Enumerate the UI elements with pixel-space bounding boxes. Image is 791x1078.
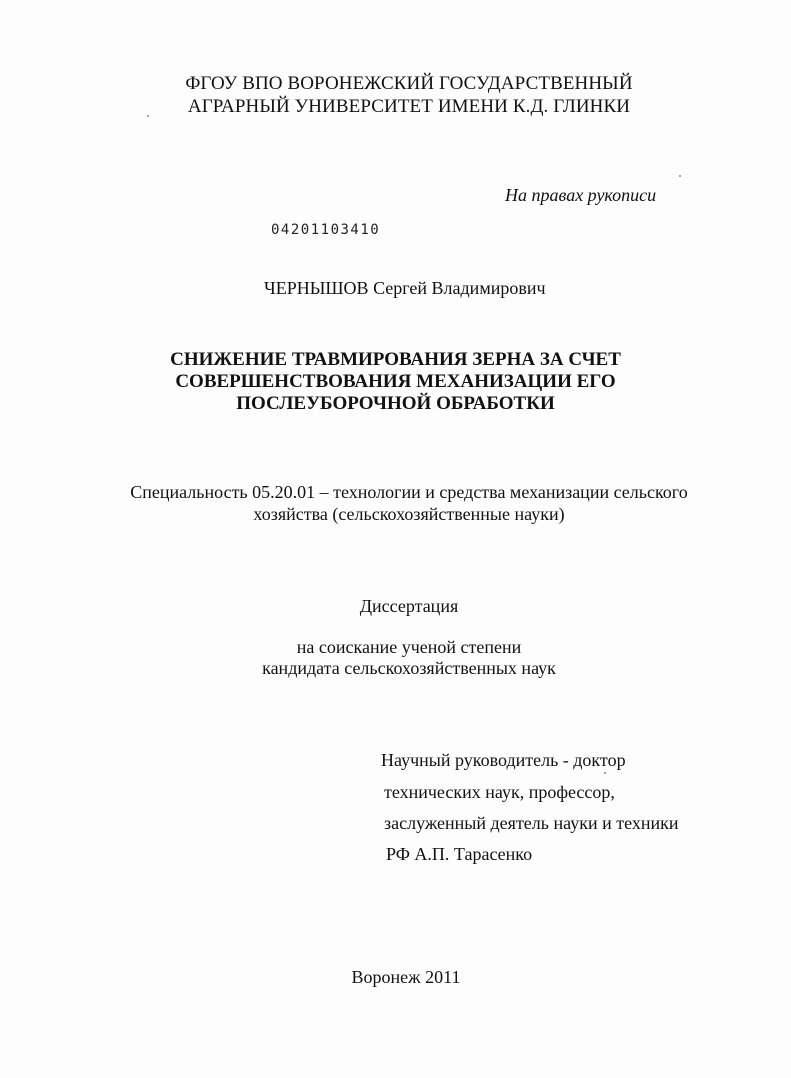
document-type: Диссертация — [359, 596, 459, 616]
title-line-2: СОВЕРШЕНСТВОВАНИЯ МЕХАНИЗАЦИИ ЕГО — [175, 371, 616, 392]
scan-speck — [604, 772, 606, 774]
university-line-2: АГРАРНЫЙ УНИВЕРСИТЕТ ИМЕНИ К.Д. ГЛИНКИ — [187, 96, 631, 117]
supervisor-line-1: Научный руководитель - доктор — [381, 750, 626, 770]
registration-code: 04201103410 — [271, 222, 381, 238]
dissertation-title — [0, 349, 791, 415]
author-name: ЧЕРНЫШОВ Сергей Владимирович — [264, 278, 546, 298]
degree-line-1: на соискание ученой степени — [296, 637, 522, 657]
specialty-line-1: Специальность 05.20.01 – технологии и средства механизации сельского — [130, 482, 688, 502]
city-year: Воронеж 2011 — [351, 967, 461, 987]
supervisor-line-4: РФ А.П. Тарасенко — [386, 844, 533, 864]
title-line-3: ПОСЛЕУБОРОЧНОЙ ОБРАБОТКИ — [236, 393, 555, 414]
title-line-1: СНИЖЕНИЕ ТРАВМИРОВАНИЯ ЗЕРНА ЗА СЧЕТ — [170, 349, 621, 370]
university-line-1: ФГОУ ВПО ВОРОНЕЖСКИЙ ГОСУДАРСТВЕННЫЙ — [185, 73, 633, 94]
specialty-line-2: хозяйства (сельскохозяйственные науки) — [253, 504, 565, 524]
university-name — [0, 72, 791, 118]
supervisor-line-3: заслуженный деятель науки и техники — [384, 813, 679, 833]
scan-speck — [147, 115, 149, 117]
scan-speck — [679, 175, 681, 177]
manuscript-note: На правах рукописи — [505, 185, 657, 205]
degree — [0, 637, 791, 679]
specialty — [0, 481, 791, 525]
supervisor-line-2: технических наук, профессор, — [384, 782, 615, 802]
degree-line-2: кандидата сельскохозяйственных наук — [262, 658, 556, 678]
